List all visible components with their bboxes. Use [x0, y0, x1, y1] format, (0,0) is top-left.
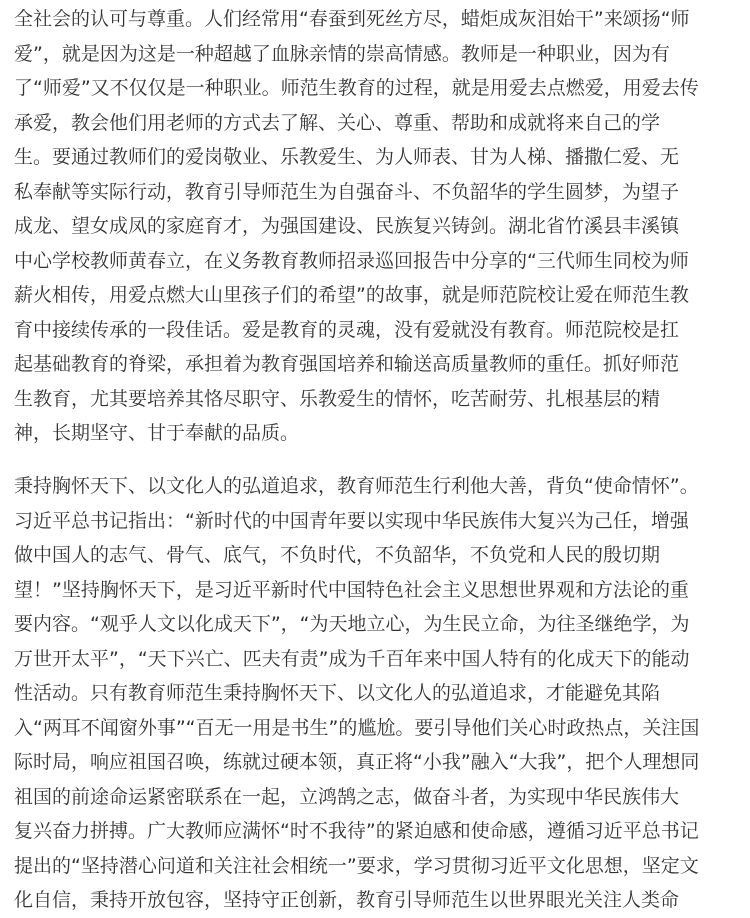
text-line: 育中接续传承的一段佳话。爱是教育的灵魂，没有爱就没有教育。师范院校是扛: [14, 318, 680, 341]
text-line: 性活动。只有教育师范生秉持胸怀天下、以文化人的弘道追求，才能避免其陷: [14, 682, 661, 704]
text-line: 生。要通过教师们的爱岗敬业、乐教爱生、为人师表、甘为人梯、播撒仁爱、无: [14, 146, 680, 168]
text-line: 望！”坚持胸怀天下，是习近平新时代中国特色社会主义思想世界观和方法论的重: [14, 578, 689, 601]
paragraph-teacher-love: [14, 2, 744, 451]
text-line: 薪火相传，用爱点燃大山里孩子们的希望”的故事，就是师范院校让爱在师范生教: [14, 284, 689, 306]
text-line: 成龙、望女成凤的家庭育才，为强国建设、民族复兴铸剑。湖北省竹溪县丰溪镇: [14, 215, 680, 237]
text-line: 习近平总书记指出：“新时代的中国青年要以实现中华民族伟大复兴为己任，增强: [14, 509, 689, 532]
text-line: 要内容。“观乎人文以化成天下”，“为天地立心，为生民立命，为往圣继绝学，为: [14, 613, 690, 635]
text-line: 爱”，就是因为这是一种超越了血脉亲情的崇高情感。教师是一种职业，因为有: [14, 42, 670, 65]
text-line: 中心学校教师黄春立，在义务教育教师招录巡回报告中分享的“三代师生同校为师: [14, 249, 689, 272]
text-line: 化自信，秉持开放包容，坚持守正创新，教育引导师范生以世界眼光关注人类命: [14, 889, 680, 911]
text-line: 祖国的前途命运紧密联系在一起，立鸿鹄之志，做奋斗者，为实现中华民族伟大: [14, 785, 680, 808]
text-line: 神，长期坚守、甘于奉献的品质。: [14, 422, 300, 444]
text-line: 承爱，教会他们用老师的方式去了解、关心、尊重、帮助和成就将来自己的学: [14, 111, 661, 134]
text-line: 生教育，尤其要培养其恪尽职守、乐教爱生的情怀，吃苦耐劳、扎根基层的精: [14, 387, 661, 410]
paragraph-mission: [14, 469, 744, 918]
text-line: 私奉献等实际行动，教育引导师范生为自强奋斗、不负韶华的学生圆梦，为望子: [14, 180, 680, 203]
text-line: 全社会的认可与尊重。人们经常用“春蚕到死丝方尽，蜡炬成灰泪始干”来颂扬“师: [14, 8, 690, 30]
text-line: 做中国人的志气、骨气、底气，不负时代，不负韶华，不负党和人民的殷切期: [14, 544, 661, 566]
text-line: 了“师爱”又不仅仅是一种职业。师范生教育的过程，就是用爱去点燃爱，用爱去传: [14, 77, 699, 99]
text-line: 际时局，响应祖国召唤，练就过硬本领，真正将“小我”融入“大我”，把个人理想同: [14, 751, 700, 773]
text-line: 复兴奋力拼搏。广大教师应满怀“时不我待”的紧迫感和使命感，遵循习近平总书记: [14, 820, 699, 842]
text-line: 秉持胸怀天下、以文化人的弘道追求，教育师范生行利他大善，背负“使命情怀”。: [14, 475, 699, 497]
text-line: 入“两耳不闻窗外事”“百无一用是书生”的尴尬。要引导他们关心时政热点，关注国: [14, 716, 700, 739]
text-line: 万世开太平”，“天下兴亡、匹夫有责”成为千百年来中国人特有的化成天下的能动: [14, 647, 690, 670]
text-line: 起基础教育的脊梁，承担着为教育强国培养和输送高质量教师的重任。抓好师范: [14, 353, 680, 375]
text-line: 提出的“坚持潜心问道和关注社会相统一”要求，学习贯彻习近平文化思想，坚定文: [14, 854, 699, 877]
